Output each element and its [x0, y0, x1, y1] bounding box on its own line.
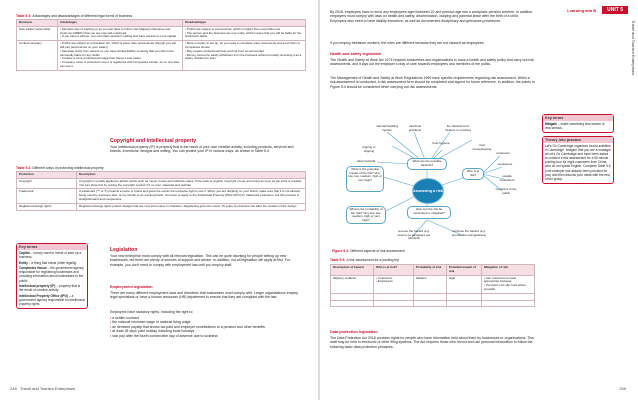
- mitigation-node: minimise the hazard (e.g. provide fire extinguishers): [451, 229, 487, 237]
- person-node: members of the public: [495, 187, 517, 195]
- hs-heading: Health and safety legislation: [330, 52, 382, 56]
- table-row: Registered design rights Registered design rights protect designs that are new and unique in character. Registering gives the owner 15 years of exclusive use after the creation of the design: [17, 203, 306, 210]
- table-5-3: [16, 19, 306, 71]
- hs-text-1: The Health and Safety at Work Act 1974 requires businesses and organisations to have a health and safety policy and carry out risk assessments, and it lays out the employer's duty of care towards employees and members of the public.: [330, 58, 534, 67]
- side-title: Travel and Tourism Enterprises: [631, 20, 636, 76]
- list-item: • an itemised payslip that shows tax paid and employer contributions to a pension and other benefits: [110, 325, 305, 329]
- list-item: • at least 28 days' paid holiday including bank holidays: [110, 329, 305, 333]
- hazard-node: tripping or slipping: [362, 145, 376, 153]
- table-header: Business: [17, 20, 58, 27]
- table-5-4-caption: Table 5.4: Different ways of protecting intellectual property: [16, 166, 104, 170]
- key-term: Entity – a thing that exists (often legally).: [19, 260, 78, 265]
- table-header: Protection: [17, 172, 77, 179]
- employment-text: There are many different employment laws and directives that businesses must comply with. Larger organisations employ legal specialists or have a human resources (HR) department to ensure that they are compliant with the law.: [110, 291, 299, 300]
- footer-title: Travel and Tourism Enterprises: [20, 386, 76, 391]
- figure-caption: Figure 5.4: Different aspects of risk assessment: [332, 249, 405, 253]
- table-row: [331, 300, 535, 307]
- list-item: • the national minimum wage or national living wage: [110, 320, 305, 324]
- key-terms-title: Key terms: [17, 244, 87, 250]
- hazard-node: manual handling injuries: [375, 124, 399, 132]
- legislation-text: Your new enterprise must comply with all relevant legislation. This can be quite daunting for people setting up new businesses, but there are plenty of sources of support and advice. In addition, not all legislation will apply at first. For example, you don't need to comply with employment law until you employ staff.: [110, 254, 290, 267]
- table-5-5: [330, 264, 535, 307]
- page-header-tabs: [567, 6, 628, 14]
- page-number: 248: [10, 386, 17, 391]
- table-row: Sole trader/ partnership • Simplest way of starting up as you just have to inform Her Majesty's Revenue and Customs (HMRC) that you are now self-employed • If you have a partner, you can share decision making and have access to more capital • Profits are subject to personal tax, which is higher than corporation tax • The person and the business are one entity, which means that you will be liable for the business's debts: [17, 26, 306, 40]
- list-item: • a written contract: [110, 316, 305, 320]
- employers-rights-intro: Employers have statutory rights, including the right to:: [110, 310, 194, 314]
- key-term: Intellectual property (IP) – property that is the result of creative activity.: [19, 284, 81, 293]
- table-header: Probability of risk: [414, 265, 447, 276]
- page-footer: [10, 386, 75, 391]
- mitigation-node: remove the hazard (e.g. ensure no gangways are blocked): [397, 229, 431, 241]
- hs-text-2: The Management of Health and Safety at Work Regulations 1999 have specific requirements regarding risk assessment. When a risk assessment is conducted, a risk assessment form should be completed and signed for future reference. In addition, the points in Figure 5.4 should be considered when carrying out risk assessments.: [330, 76, 535, 89]
- dp-heading: Data protection legislation: [330, 330, 378, 334]
- ip-heading: Copyright and intellectual property: [110, 138, 197, 144]
- table-5-4: [16, 171, 306, 211]
- table-header: Who is at risk?: [374, 265, 414, 276]
- employment-heading: Employment legislation: [110, 285, 153, 289]
- table-5-5-caption: Table 5.5: A risk assessment for a punting trip: [330, 258, 400, 262]
- assessing-risk-center: Assessing a risk: [412, 178, 444, 204]
- theory-text: Let's Go Cambridge organises tourist activities in Cambridge. Imagine that you are a manager at Let's Go Cambridge and have been asked to conduct a risk assessment for a 50-minute punting tour for eight customers from China, who do not speak English. Complete Table 5.5 (one example has already been provided for you) and then discuss your ideas with the rest of the group.: [545, 144, 611, 181]
- intro-text-2: If you employ freelance workers, the rules are different because they are not classed as employees.: [330, 41, 485, 45]
- possible-hazards-question: What are the possible hazards?: [407, 158, 447, 170]
- hazard-node: bad housekeeping: [472, 143, 492, 151]
- theory-into-practice-box: [542, 136, 614, 184]
- key-terms-box-right: [542, 114, 614, 133]
- probability-question: What is the probability of the risk? Very low, low, medium, high or very high?: [346, 206, 386, 224]
- person-node: employees: [497, 162, 513, 166]
- table-row: Slippery surfaces • Customers • Employees Medium High • Ask customers to wear appropriate footwear • Put down non-slip mats where possible: [331, 275, 535, 293]
- table-row: Copyright Copyright is usually applied to artistic works such as music, books and software codes. If the work is original, copyright comes into being as soon as the work is created. You can show this by putting the copyright symbol (©) on your materials and website: [17, 178, 306, 189]
- intro-text: By 2018, employers have to enrol any employees aged between 22 and pension age into a workplace pension scheme. In addition, employers must comply with laws on health and safety, discrimination, bullying and parental leave after the birth of a child. Employers also need to have liability insurance, as well as documented disciplinary and grievance procedures.: [330, 10, 534, 23]
- who-at-risk-question: Who is at risk?: [462, 168, 484, 180]
- table-header: Advantages: [58, 20, 183, 27]
- key-terms-title: Key terms: [543, 115, 613, 121]
- key-terms-box: [16, 243, 88, 309]
- left-page: [0, 0, 318, 400]
- key-term: Mitigate – make something less severe or less serious.: [545, 122, 605, 131]
- hazard-node: food hygiene: [432, 141, 450, 145]
- potential-impact-question: What is the potential impact of the risk? Very low, low, medium, high or very high?: [346, 166, 384, 192]
- list-item: • sick pay after the fourth consecutive day of absence due to sickness: [110, 334, 305, 338]
- person-node: outside contractors: [499, 174, 515, 182]
- ip-text: Your intellectual property (IP) is property that is the result of your own creative activity, including products, services and brands, inventions, designs and writing. You can protect your IP in various ways, as shown in Table 5.4.: [110, 145, 294, 154]
- theory-title: Theory into practice: [543, 137, 613, 143]
- table-header: Potential impact of risk: [447, 265, 482, 276]
- key-term: Companies House – the government agency responsible for registering businesses and providing information about businesses to the public.: [19, 266, 84, 283]
- table-row: [331, 293, 535, 300]
- key-term: Capital – money used to invest or start up a business.: [19, 251, 82, 260]
- hazard-node: other hazards: [356, 159, 376, 163]
- table-header: Mitigation of risk: [482, 265, 535, 276]
- table-header: Description: [77, 172, 306, 179]
- minimise-question: How can the risk be minimised or mitigated?: [407, 206, 451, 219]
- hazard-node: electrical problems: [408, 124, 422, 132]
- hazard-node: fire hazards from heaters or smoking: [445, 124, 471, 132]
- unit-tab: UNIT 5: [602, 6, 628, 14]
- rights-list: [110, 316, 305, 338]
- legislation-heading: Legislation: [110, 247, 138, 253]
- risk-assessment-diagram: [332, 110, 532, 260]
- dp-text: The Data Protection Act 2018 provides rights for people who have information held about them by businesses or organisations. This data may be held in electronic or other filing systems. The Act requires those who record and use personal information to follow the following basic data protection principles.: [330, 336, 534, 349]
- key-term: Intellectual Property Office (IPO) – a government agency responsible for intellectual property rights.: [19, 293, 85, 307]
- learning-aim-label: Learning aim B: [567, 7, 597, 13]
- table-5-3-caption: Table 5.3: Advantages and disadvantages of different legal forms of business: [16, 14, 133, 18]
- table-header: Description of hazard: [331, 265, 374, 276]
- page-number-right: 249: [619, 386, 626, 391]
- table-row: Trademark A trademark (™ or ®) protects a name or brand and gives the owner the exclusive right to use it. When you are deciding on your brand, make sure that it is not already being used by someone else, or too similar to an existing brand. You have to apply to the Intellectual Property Office (IPO) for trademark protection, but this process is straightforward and inexpensive: [17, 189, 306, 203]
- right-page: [320, 0, 638, 400]
- table-row: Limited company • Profits are subject to corporation tax, which is lower than personal tax (though you will still pay personal tax on your salary) • Separate entity from owners so you have limited liability meaning that you will not be personally liable for any debts • Creates a more professional image than being a sole trader • Company name is protected once it is registered with Companies House, so no one else can use it • More complex to set up, as you need to complete many documents and send them to Companies House • May require professional help such as from an accountant • Money cannot be easily withdrawn from the business without formally recording it as a salary, dividend or loan: [17, 41, 306, 71]
- table-header: Disadvantages: [183, 20, 306, 27]
- person-node: customers: [496, 151, 510, 155]
